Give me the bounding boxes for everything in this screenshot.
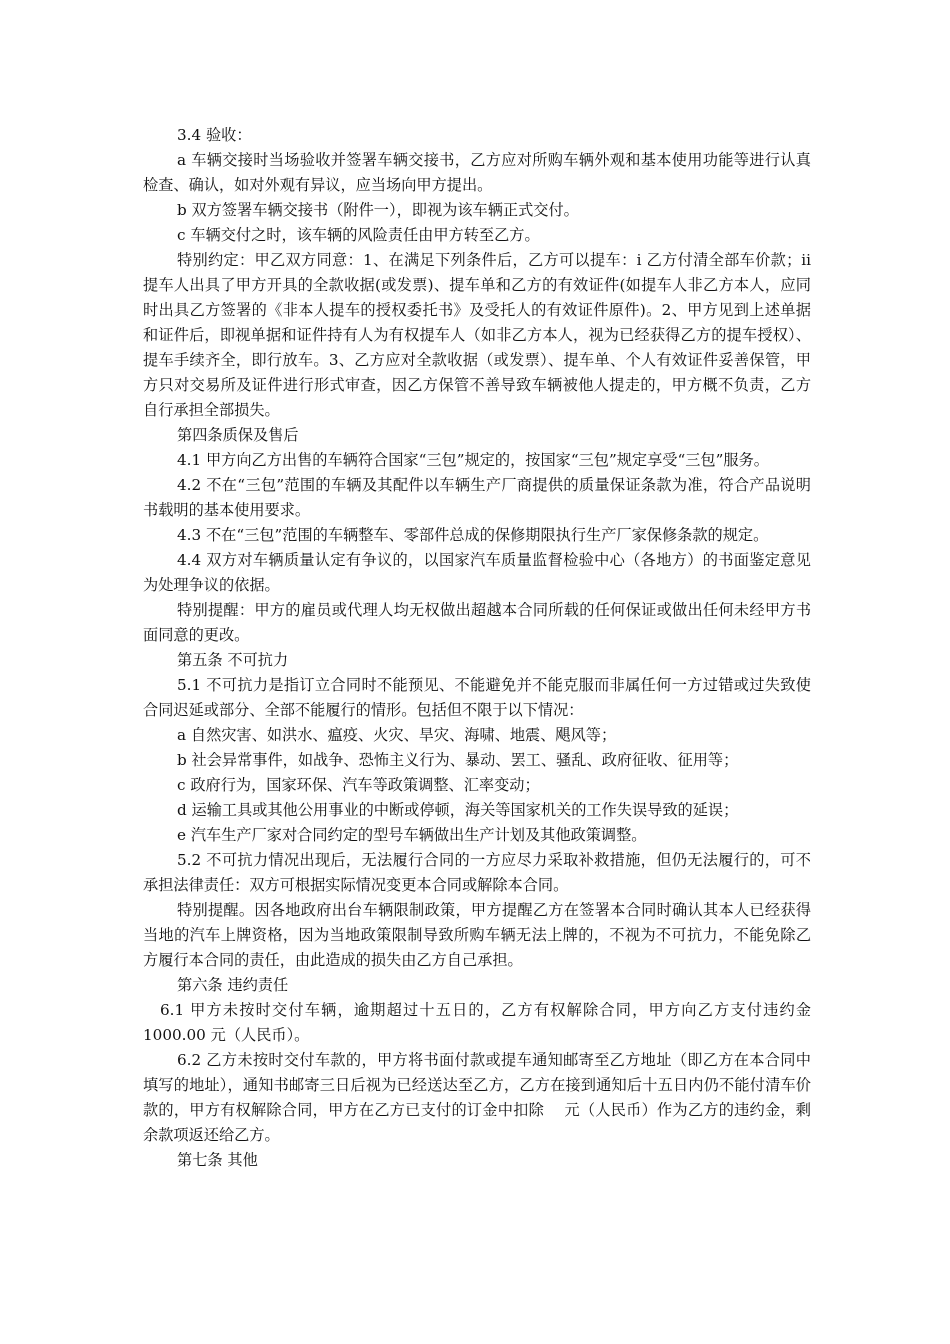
clause-3-4-c: c 车辆交付之时，该车辆的风险责任由甲方转至乙方。 bbox=[177, 226, 540, 244]
article-6-heading: 第六条 违约责任 bbox=[177, 976, 289, 994]
special-agreement-paragraph: 特别约定：甲乙双方同意：1、在满足下列条件后，乙方可以提车：i 乙方付清全部车价款；ii 提车人出具了甲方开具的全款收据(或发票)、提车单和乙方的有效证件(如提车人非乙方本人，应同时出具乙方签署的《非本人提车的授权委托书》及受托人的有效证件原件)。2、甲方见到上述单据和证件后，即视单据和证件持有人为有权提车人（如非乙方本人，视为已经获得乙方的提车授权）、提车手续齐全，即行放车。3、乙方应对全款收据（或发票）、提车单、个人有效证件妥善保管，甲方只对交易所及证件进行形式审查，因乙方保管不善导致车辆被他人提走的，甲方概不负责，乙方自行承担全部损失。 bbox=[143, 251, 811, 419]
special-reminder-employees: 特别提醒：甲方的雇员或代理人均无权做出超越本合同所载的任何保证或做出任何未经甲方书面同意的更改。 bbox=[143, 601, 811, 644]
clause-4-1: 4.1 甲方向乙方出售的车辆符合国家“三包”规定的，按国家“三包”规定享受“三包”服务。 bbox=[177, 451, 769, 469]
force-majeure-item-b: b 社会异常事件，如战争、恐怖主义行为、暴动、罢工、骚乱、政府征收、征用等； bbox=[177, 751, 739, 769]
clause-4-2: 4.2 不在“三包”范围的车辆及其配件以车辆生产厂商提供的质量保证条款为准，符合产品说明书载明的基本使用要求。 bbox=[143, 476, 811, 519]
article-5-heading: 第五条 不可抗力 bbox=[177, 651, 289, 669]
force-majeure-item-e: e 汽车生产厂家对合同约定的型号车辆做出生产计划及其他政策调整。 bbox=[177, 826, 647, 844]
article-7-heading: 第七条 其他 bbox=[177, 1151, 258, 1169]
clause-3-4-a: a 车辆交接时当场验收并签署车辆交接书，乙方应对所购车辆外观和基本使用功能等进行认真检查、确认，如对外观有异议，应当场向甲方提出。 bbox=[143, 151, 811, 194]
article-4-heading: 第四条质保及售后 bbox=[177, 426, 299, 444]
section-3-4-heading: 3.4 验收： bbox=[177, 126, 252, 144]
contract-body bbox=[143, 123, 811, 1173]
clause-3-4-b: b 双方签署车辆交接书（附件一），即视为该车辆正式交付。 bbox=[177, 201, 579, 219]
force-majeure-item-a: a 自然灾害、如洪水、瘟疫、火灾、旱灾、海啸、地震、飓风等； bbox=[177, 726, 617, 744]
clause-4-4: 4.4 双方对车辆质量认定有争议的，以国家汽车质量监督检验中心（各地方）的书面鉴定意见为处理争议的依据。 bbox=[143, 551, 811, 594]
force-majeure-item-d: d 运输工具或其他公用事业的中断或停顿，海关等国家机关的工作失误导致的延误； bbox=[177, 801, 739, 819]
special-reminder-license-policy: 特别提醒。因各地政府出台车辆限制政策，甲方提醒乙方在签署本合同时确认其本人已经获得当地的汽车上牌资格，因为当地政策限制导致所购车辆无法上牌的，不视为不可抗力，不能免除乙方履行本合同的责任，由此造成的损失由乙方自己承担。 bbox=[143, 901, 811, 969]
clause-4-3: 4.3 不在“三包”范围的车辆整车、零部件总成的保修期限执行生产厂家保修条款的规定。 bbox=[177, 526, 769, 544]
clause-5-2: 5.2 不可抗力情况出现后，无法履行合同的一方应尽力采取补救措施，但仍无法履行的，可不承担法律责任：双方可根据实际情况变更本合同或解除本合同。 bbox=[143, 851, 811, 894]
clause-5-1: 5.1 不可抗力是指订立合同时不能预见、不能避免并不能克服而非属任何一方过错或过失致使合同迟延或部分、全部不能履行的情形。包括但不限于以下情况： bbox=[143, 676, 811, 719]
force-majeure-item-c: c 政府行为，国家环保、汽车等政策调整、汇率变动； bbox=[177, 776, 540, 794]
clause-6-1: 6.1 甲方未按时交付车辆，逾期超过十五日的，乙方有权解除合同，甲方向乙方支付违约金 1000.00 元（人民币）。 bbox=[143, 1001, 811, 1044]
clause-6-2: 6.2 乙方未按时交付车款的，甲方将书面付款或提车通知邮寄至乙方地址（即乙方在本合同中填写的地址），通知书邮寄三日后视为已经送达至乙方，乙方在接到通知后十五日内仍不能付清车价款的，甲方有权解除合同，甲方在乙方已支付的订金中扣除 元（人民币）作为乙方的违约金，剩余款项返还给乙方。 bbox=[143, 1051, 811, 1144]
